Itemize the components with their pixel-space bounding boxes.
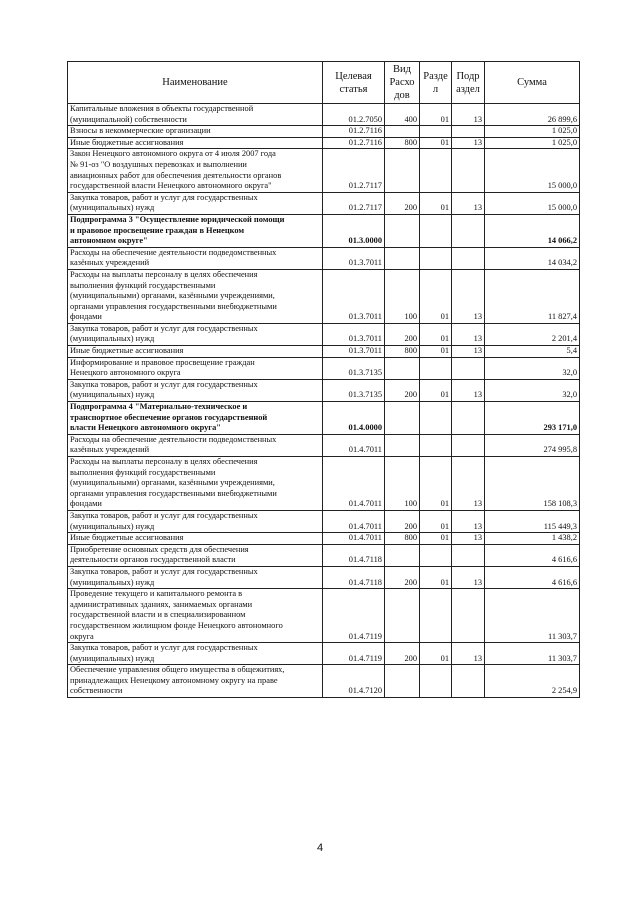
cell-expense-kind [385,544,420,566]
budget-table [67,61,580,698]
cell-section: 01 [420,137,452,149]
cell-subsection: 13 [452,323,485,345]
table-row [68,137,580,149]
header-target-article: Целевая статья [323,62,385,104]
cell-section: 01 [420,510,452,532]
cell-subsection [452,126,485,138]
cell-expense-kind: 800 [385,346,420,358]
cell-expense-kind [385,589,420,643]
cell-section: 01 [420,457,452,511]
cell-name: Закупка товаров, работ и услуг для государственных (муниципальных) нужд [68,643,323,665]
cell-section [420,665,452,698]
cell-subsection: 13 [452,137,485,149]
cell-section [420,544,452,566]
cell-name: Информирование и правовое просвещение граждан Ненецкого автономного округа [68,357,323,379]
cell-section: 01 [420,346,452,358]
cell-name: Закон Ненецкого автономного округа от 4 июля 2007 года № 91-оз "О воздушных перевозках и выполнении авиационных работ для обеспечения деятельности органов государственной власти Ненецкого автономного округа" [68,149,323,192]
cell-target-article: 01.2.7117 [323,192,385,214]
header-expense-kind: Вид Расхо дов [385,62,420,104]
cell-subsection [452,247,485,269]
cell-expense-kind: 200 [385,510,420,532]
cell-expense-kind: 200 [385,323,420,345]
cell-expense-kind: 800 [385,137,420,149]
cell-subsection [452,589,485,643]
cell-sum: 32,0 [485,357,580,379]
cell-expense-kind [385,434,420,456]
cell-sum: 14 034,2 [485,247,580,269]
cell-target-article: 01.4.7119 [323,643,385,665]
cell-section [420,214,452,247]
cell-section [420,247,452,269]
cell-sum: 32,0 [485,379,580,401]
cell-target-article: 01.2.7050 [323,104,385,126]
cell-target-article: 01.4.7118 [323,544,385,566]
cell-subsection [452,357,485,379]
cell-expense-kind: 200 [385,566,420,588]
cell-section: 01 [420,269,452,323]
cell-subsection: 13 [452,643,485,665]
table-row [68,544,580,566]
table-row [68,192,580,214]
cell-target-article: 01.3.7011 [323,323,385,345]
cell-name: Расходы на выплаты персоналу в целях обеспечения выполнения функций государственными (муниципальными) органами, казёнными учреждениями, органами управления государственными внебюджетными фондами [68,269,323,323]
cell-target-article: 01.4.7118 [323,566,385,588]
cell-expense-kind [385,357,420,379]
cell-section: 01 [420,192,452,214]
cell-target-article: 01.4.7011 [323,510,385,532]
cell-expense-kind: 800 [385,533,420,545]
cell-subsection: 13 [452,379,485,401]
table-row [68,457,580,511]
cell-subsection: 13 [452,104,485,126]
cell-name: Иные бюджетные ассигнования [68,533,323,545]
cell-subsection [452,434,485,456]
cell-target-article: 01.3.7135 [323,357,385,379]
cell-name: Расходы на обеспечение деятельности подведомственных казённых учреждений [68,434,323,456]
header-subsection: Подр аздел [452,62,485,104]
table-row [68,104,580,126]
cell-sum: 1 438,2 [485,533,580,545]
header-name: Наименование [68,62,323,104]
table-row [68,126,580,138]
cell-section [420,126,452,138]
header-section: Разде л [420,62,452,104]
cell-sum: 4 616,6 [485,566,580,588]
cell-subsection: 13 [452,510,485,532]
cell-subsection: 13 [452,269,485,323]
cell-sum: 15 000,0 [485,149,580,192]
cell-sum: 11 303,7 [485,589,580,643]
cell-section: 01 [420,379,452,401]
table-row [68,247,580,269]
cell-target-article: 01.4.7011 [323,533,385,545]
cell-sum: 1 025,0 [485,126,580,138]
table-row [68,323,580,345]
cell-target-article: 01.4.7120 [323,665,385,698]
cell-sum: 115 449,3 [485,510,580,532]
cell-expense-kind: 400 [385,104,420,126]
cell-sum: 1 025,0 [485,137,580,149]
cell-section: 01 [420,566,452,588]
cell-target-article: 01.3.7011 [323,346,385,358]
cell-sum: 11 303,7 [485,643,580,665]
table-row [68,379,580,401]
cell-target-article: 01.3.7011 [323,269,385,323]
table-row [68,402,580,435]
cell-name: Проведение текущего и капитального ремонта в административных зданиях, занимаемых органами государственной власти и в специализированном государственном жилищном фонде Ненецкого автономного округа [68,589,323,643]
cell-expense-kind [385,126,420,138]
cell-sum: 5,4 [485,346,580,358]
cell-expense-kind [385,149,420,192]
cell-name: Иные бюджетные ассигнования [68,346,323,358]
table-row [68,357,580,379]
table-row [68,589,580,643]
cell-subsection: 13 [452,346,485,358]
cell-sum: 26 899,6 [485,104,580,126]
cell-section: 01 [420,643,452,665]
cell-expense-kind [385,402,420,435]
page-number: 4 [316,842,324,854]
cell-target-article: 01.4.7011 [323,457,385,511]
table-row [68,566,580,588]
cell-subsection: 13 [452,457,485,511]
cell-target-article: 01.2.7116 [323,137,385,149]
table-row [68,214,580,247]
cell-target-article: 01.3.7135 [323,379,385,401]
cell-section: 01 [420,533,452,545]
cell-subsection [452,665,485,698]
cell-target-article: 01.2.7117 [323,149,385,192]
cell-section: 01 [420,104,452,126]
cell-sum: 11 827,4 [485,269,580,323]
cell-expense-kind [385,665,420,698]
cell-subsection: 13 [452,192,485,214]
table-row [68,533,580,545]
cell-section [420,434,452,456]
cell-sum: 274 995,8 [485,434,580,456]
cell-expense-kind: 100 [385,457,420,511]
cell-name: Закупка товаров, работ и услуг для государственных (муниципальных) нужд [68,323,323,345]
cell-expense-kind [385,214,420,247]
cell-sum: 14 066,2 [485,214,580,247]
cell-name: Приобретение основных средств для обеспечения деятельности органов государственной власти [68,544,323,566]
cell-subsection: 13 [452,566,485,588]
cell-target-article: 01.4.7119 [323,589,385,643]
cell-target-article: 01.3.7011 [323,247,385,269]
cell-section [420,402,452,435]
cell-expense-kind [385,247,420,269]
table-body [68,104,580,698]
cell-section: 01 [420,323,452,345]
cell-name: Расходы на выплаты персоналу в целях обеспечения выполнения функций государственными (муниципальными) органами, казёнными учреждениями, органами управления государственными внебюджетными фондами [68,457,323,511]
cell-name: Закупка товаров, работ и услуг для государственных (муниципальных) нужд [68,192,323,214]
cell-name: Закупка товаров, работ и услуг для государственных (муниципальных) нужд [68,510,323,532]
cell-target-article: 01.2.7116 [323,126,385,138]
cell-sum: 15 000,0 [485,192,580,214]
cell-subsection [452,214,485,247]
cell-name: Взносы в некоммерческие организации [68,126,323,138]
header-sum: Сумма [485,62,580,104]
cell-subsection [452,402,485,435]
table-row [68,510,580,532]
cell-name: Расходы на обеспечение деятельности подведомственных казённых учреждений [68,247,323,269]
cell-sum: 2 201,4 [485,323,580,345]
table-header-row [68,62,580,104]
cell-name: Капитальные вложения в объекты государственной (муниципальной) собственности [68,104,323,126]
cell-sum: 158 108,3 [485,457,580,511]
cell-target-article: 01.4.7011 [323,434,385,456]
table-row [68,643,580,665]
cell-sum: 4 616,6 [485,544,580,566]
table-row [68,346,580,358]
cell-section [420,589,452,643]
cell-target-article: 01.4.0000 [323,402,385,435]
cell-target-article: 01.3.0000 [323,214,385,247]
cell-subsection: 13 [452,533,485,545]
cell-subsection [452,149,485,192]
table-row [68,434,580,456]
cell-section [420,357,452,379]
cell-section [420,149,452,192]
cell-name: Иные бюджетные ассигнования [68,137,323,149]
table-row [68,149,580,192]
cell-expense-kind: 200 [385,379,420,401]
cell-expense-kind: 200 [385,643,420,665]
cell-name: Закупка товаров, работ и услуг для государственных (муниципальных) нужд [68,379,323,401]
cell-sum: 293 171,0 [485,402,580,435]
table-row [68,665,580,698]
cell-name: Подпрограмма 3 "Осуществление юридической помощи и правовое просвещение граждан в Ненецком автономном округе" [68,214,323,247]
cell-subsection [452,544,485,566]
cell-sum: 2 254,9 [485,665,580,698]
cell-name: Закупка товаров, работ и услуг для государственных (муниципальных) нужд [68,566,323,588]
cell-name: Обеспечение управления общего имущества в общежитиях, принадлежащих Ненецкому автономному округу на праве собственности [68,665,323,698]
cell-expense-kind: 200 [385,192,420,214]
cell-expense-kind: 100 [385,269,420,323]
cell-name: Подпрограмма 4 "Материально-техническое и транспортное обеспечение органов государственной власти Ненецкого автономного округа" [68,402,323,435]
table-row [68,269,580,323]
